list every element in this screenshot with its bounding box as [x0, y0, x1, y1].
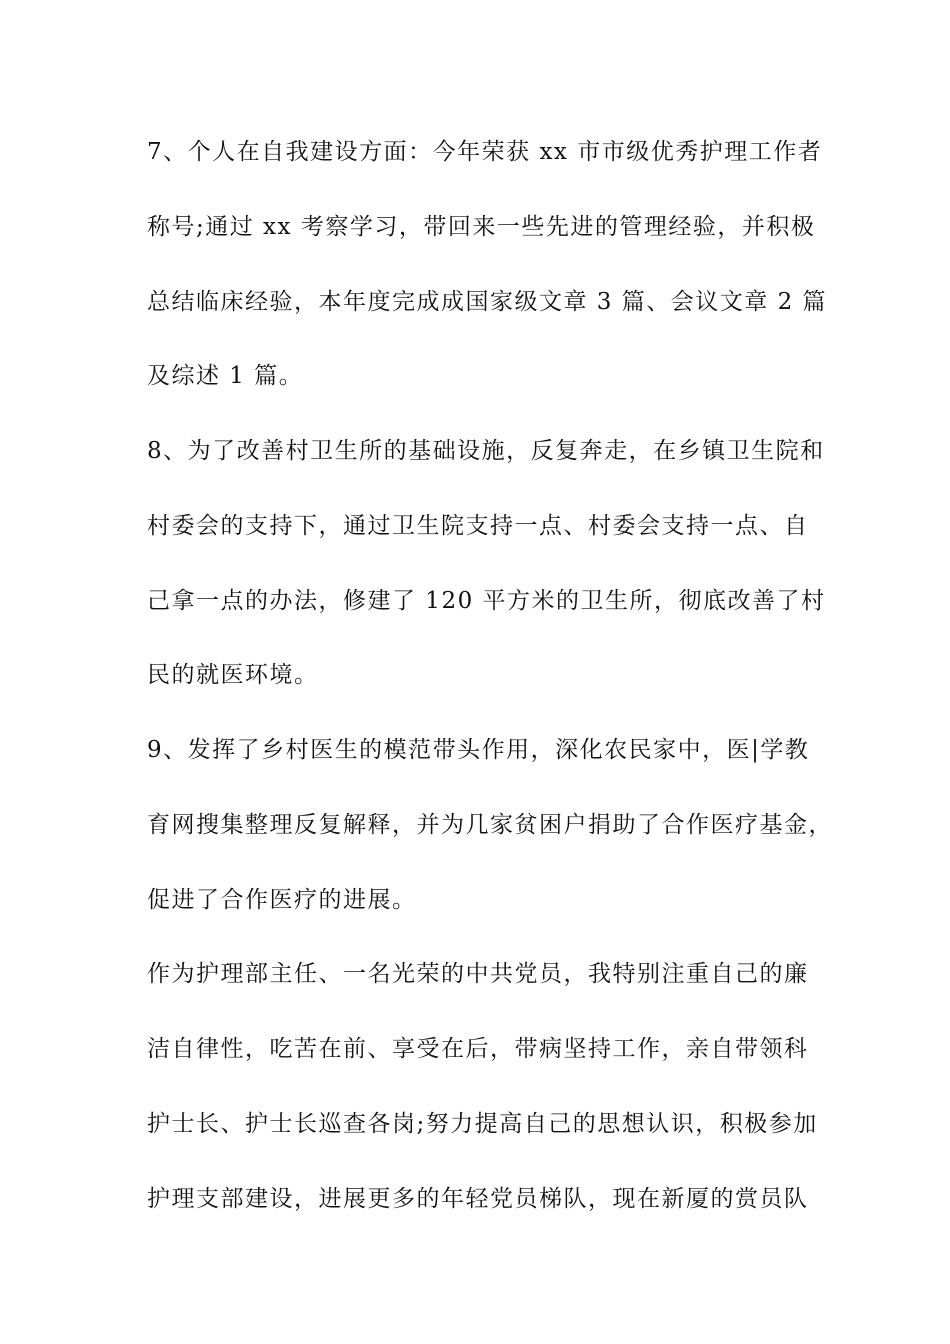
paragraph-7-line-1: 7、个人在自我建设方面：今年荣获 xx 市市级优秀护理工作者 — [147, 139, 823, 165]
paragraph-8-line-3: 己拿一点的办法，修建了 120 平方米的卫生所，彻底改善了村 — [147, 588, 826, 614]
paragraph-8-line-1: 8、为了改善村卫生所的基础设施，反复奔走，在乡镇卫生院和 — [147, 438, 825, 464]
paragraph-8-line-2: 村委会的支持下，通过卫生院支持一点、村委会支持一点、自 — [147, 513, 809, 539]
paragraph-closing-line-4: 护理支部建设，进展更多的年轻党员梯队，现在新厦的赏员队 — [147, 1186, 809, 1212]
paragraph-9-line-3: 促进了合作医疗的进展。 — [147, 887, 417, 913]
paragraph-9-line-2: 育网搜集整理反复解释，并为几家贫困户捐助了合作医疗基金， — [147, 812, 833, 838]
paragraph-closing-line-1: 作为护理部主任、一名光荣的中共党员，我特别注重自己的廉 — [147, 961, 809, 987]
paragraph-7-line-3: 总结临床经验，本年度完成成国家级文章 3 篇、会议文章 2 篇 — [147, 289, 828, 315]
paragraph-8-line-4: 民的就医环境。 — [147, 662, 319, 688]
paragraph-7-line-2: 称号;通过 xx 考察学习，带回来一些先进的管理经验，并积极 — [147, 214, 816, 240]
paragraph-7-line-4: 及综述 1 篇。 — [147, 363, 304, 389]
paragraph-closing-line-3: 护士长、护士长巡查各岗;努力提高自己的思想认识，积极参加 — [147, 1111, 818, 1137]
paragraph-closing-line-2: 洁自律性，吃苦在前、享受在后，带病坚持工作，亲自带领科 — [147, 1036, 809, 1062]
paragraph-9-line-1: 9、发挥了乡村医生的模范带头作用，深化农民家中，医|学教 — [147, 737, 810, 763]
